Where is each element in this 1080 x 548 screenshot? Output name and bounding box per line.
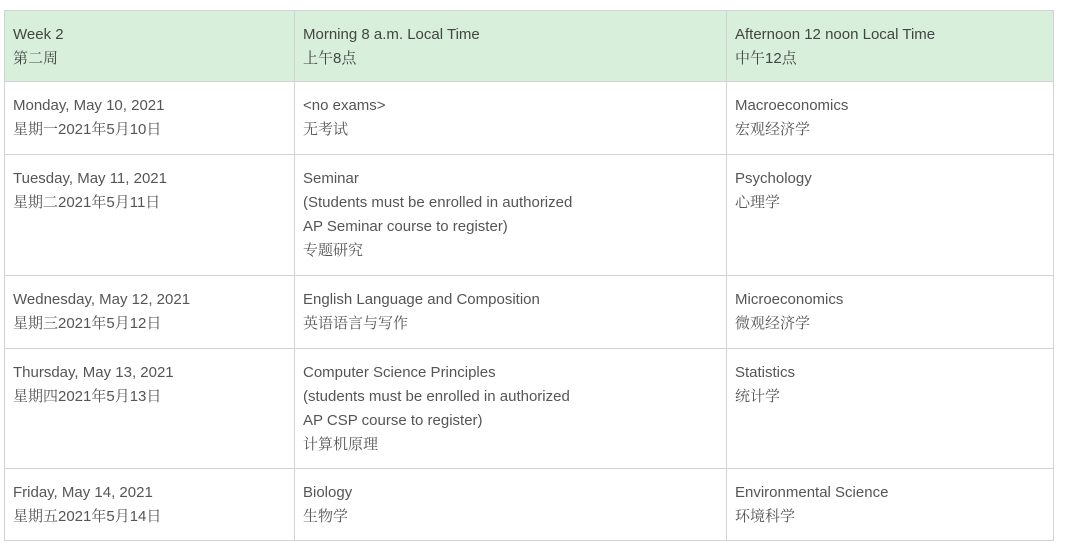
date-en: Friday, May 14, 2021: [13, 484, 153, 501]
morning-exam-line: English Language and Composition: [303, 291, 540, 308]
header-afternoon-en: Afternoon 12 noon Local Time: [735, 26, 936, 43]
morning-exam-line: 计算机原理: [303, 436, 379, 453]
exam-schedule-container: [4, 10, 1054, 541]
header-morning-zh: 上午8点: [303, 50, 357, 67]
morning-exam-line: (students must be enrolled in authorized: [303, 388, 570, 405]
morning-exam-line: (Students must be enrolled in authorized: [303, 194, 573, 211]
afternoon-exam-line: 心理学: [735, 194, 781, 211]
afternoon-exam-line: 统计学: [735, 388, 781, 405]
date-cell: [5, 469, 295, 541]
date-zh: 星期四2021年5月13日: [13, 388, 162, 405]
afternoon-exam-cell: [727, 276, 1054, 349]
header-morning-en: Morning 8 a.m. Local Time: [303, 26, 480, 43]
table-row: [5, 155, 1054, 276]
date-cell: [5, 82, 295, 155]
morning-exam-line: AP Seminar course to register): [303, 218, 508, 235]
afternoon-exam-cell: [727, 349, 1054, 469]
morning-exam-line: 英语语言与写作: [303, 315, 409, 332]
afternoon-exam-cell: [727, 82, 1054, 155]
header-afternoon-zh: 中午12点: [735, 50, 797, 67]
table-row: [5, 82, 1054, 155]
afternoon-exam-line: Environmental Science: [735, 484, 889, 501]
morning-exam-line: Seminar: [303, 170, 359, 187]
morning-exam-cell: [295, 349, 727, 469]
header-afternoon: [727, 11, 1054, 82]
header-week-en: Week 2: [13, 26, 64, 43]
date-zh: 星期三2021年5月12日: [13, 315, 162, 332]
morning-exam-line: 无考试: [303, 121, 349, 138]
table-header-row: [5, 11, 1054, 82]
date-cell: [5, 276, 295, 349]
table-row: [5, 276, 1054, 349]
morning-exam-cell: [295, 276, 727, 349]
afternoon-exam-cell: [727, 155, 1054, 276]
date-en: Tuesday, May 11, 2021: [13, 170, 167, 187]
date-zh: 星期一2021年5月10日: [13, 121, 162, 138]
morning-exam-line: 专题研究: [303, 242, 364, 259]
date-en: Thursday, May 13, 2021: [13, 364, 174, 381]
date-zh: 星期二2021年5月11日: [13, 194, 161, 211]
afternoon-exam-cell: [727, 469, 1054, 541]
table-row: [5, 349, 1054, 469]
exam-schedule-table: [4, 10, 1054, 541]
date-cell: [5, 349, 295, 469]
afternoon-exam-line: Psychology: [735, 170, 812, 187]
header-week-zh: 第二周: [13, 50, 59, 67]
table-row: [5, 469, 1054, 541]
morning-exam-line: 生物学: [303, 508, 349, 525]
afternoon-exam-line: Macroeconomics: [735, 97, 849, 114]
header-morning: [295, 11, 727, 82]
morning-exam-line: Biology: [303, 484, 353, 501]
date-en: Wednesday, May 12, 2021: [13, 291, 191, 308]
afternoon-exam-line: Microeconomics: [735, 291, 844, 308]
header-week: [5, 11, 295, 82]
morning-exam-cell: [295, 155, 727, 276]
afternoon-exam-line: 微观经济学: [735, 315, 811, 332]
morning-exam-cell: [295, 82, 727, 155]
afternoon-exam-line: 环境科学: [735, 508, 796, 525]
afternoon-exam-line: 宏观经济学: [735, 121, 811, 138]
date-cell: [5, 155, 295, 276]
morning-exam-line: Computer Science Principles: [303, 364, 496, 381]
date-zh: 星期五2021年5月14日: [13, 508, 162, 525]
morning-exam-line: <no exams>: [303, 97, 386, 114]
morning-exam-line: AP CSP course to register): [303, 412, 483, 429]
date-en: Monday, May 10, 2021: [13, 97, 165, 114]
afternoon-exam-line: Statistics: [735, 364, 796, 381]
morning-exam-cell: [295, 469, 727, 541]
